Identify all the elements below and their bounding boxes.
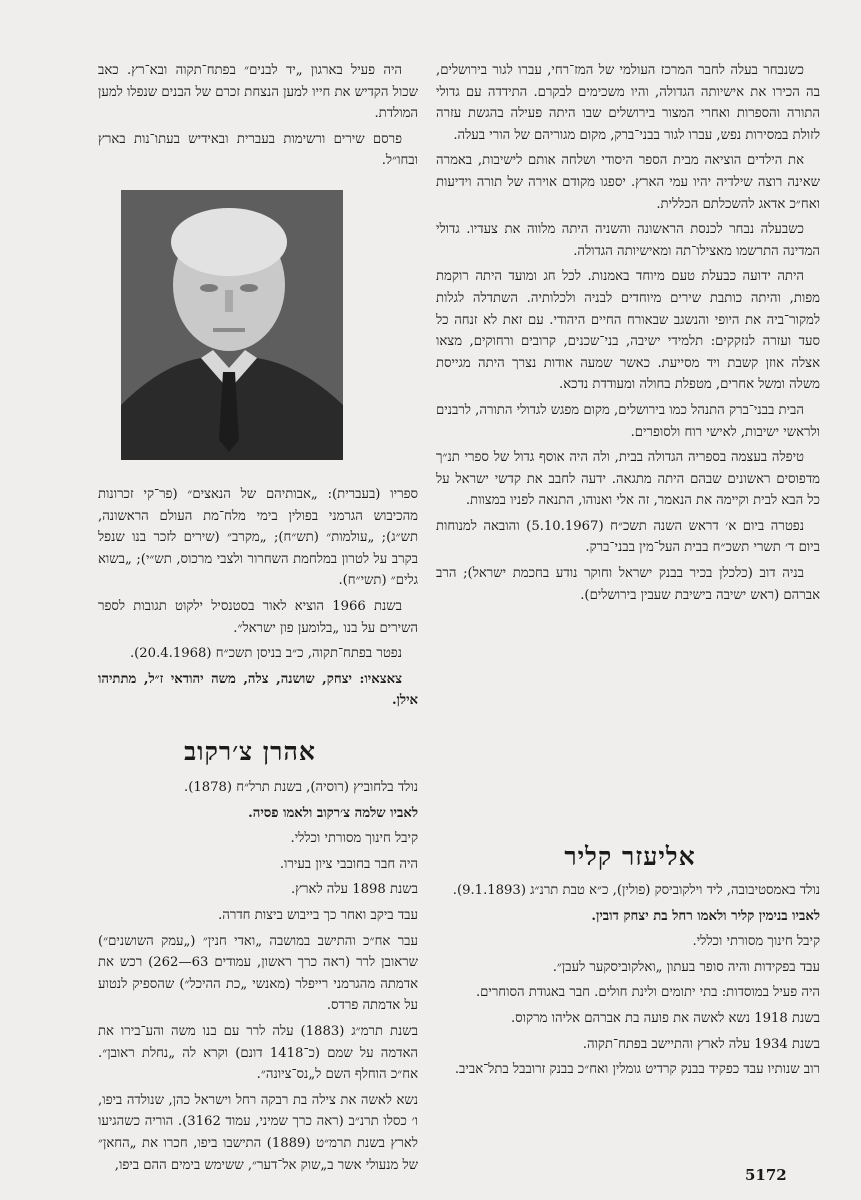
bio-line: היה פעיל במוסדות: בתי יתומים ולינת חולים. חבר באגודת הסוחרים.	[475, 985, 820, 1001]
bio-line: בשנת 1918 נשא לאשה את פועה בת אברהם אליהו מרקוס.	[510, 1010, 820, 1026]
bio-line: בשנת 1934 עלה לארץ והתיישב בפתח־תקוה.	[582, 1036, 820, 1052]
right-column-bio	[436, 880, 820, 1085]
right-column	[436, 60, 820, 610]
bio-line: לאביו בנימין קליר ולאמו רחל בת יצחק דובין.	[591, 908, 820, 924]
bio-line: קיבל חינוך מסורתי וכללי.	[290, 831, 418, 847]
bio-line: נולד בלחוביץ (רוסיה), בשנת תרל״ח (1878).	[184, 780, 418, 795]
paragraph: את הילדים הוציאה מבית הספר היסודי ושלחה אותם לישיבות, באמרה שאינה רוצה שילדיה יהיו עמי הארץ. יספגו מקודם אוירה של תורה וידיעות ואח״כ אדאג להשכלתם הכללית.	[436, 153, 820, 212]
bio-line: עבר אח״כ והתישב במושבה „ואדי חנין״ („עמק השושנים״) שראובן לרר (ראה כרך ראשון, עמודים 63—262) רכש את אדמתה מהגרמני רייפלר (מאנשי „כת ההיכל״) שהספיק לנטוע על אדמתה פרדס.	[98, 933, 418, 1014]
left-column-bio	[98, 777, 418, 1180]
bio-line: בשנת 1898 עלה לארץ.	[290, 882, 418, 898]
section-heading-eliezer-klir: אליעזר קליר	[564, 842, 696, 871]
bio-line: עבד ביקב ואחר כך בייבוש ביצות חדרה.	[218, 907, 418, 923]
paragraph: צאצאיו: יצחק, שושנה, צלה, משה יהודאי ז״ל, מתתיהו אילן.	[98, 671, 418, 709]
portrait-photo	[121, 190, 343, 460]
paragraph: נפטרה ביום א׳ דראש השנה תשכ״ח (5.10.1967) והובאה למנוחות ביום ד׳ תשרי תשכ״ח בבית העל־מין בבני־ברק.	[436, 518, 820, 556]
page-number: 5172	[745, 1166, 787, 1184]
paragraph: נפטר בפתח־תקוה, כ״ב בניסן תשכ״ח (20.4.1968).	[129, 646, 402, 662]
bio-line: לאביו שלמה צ׳רקוב ולאמו פסיה.	[248, 805, 418, 821]
bio-line: היה חבר בחובבי ציון בעירו.	[279, 856, 418, 872]
left-column-top	[98, 60, 418, 176]
left-column-mid	[98, 484, 418, 716]
paragraph: היתה ידועה כבעלת טעם מיוחד באמנות. לכל חג ומועד היתה רוקמת מפות, והיתה כותבת שירים מיוחדים לבניה ולכלותיה. השתדלה לגלות למקור־ביה את היופי והנשגב שבאורח החיים היהודי. עם זאת לא זנחה כל סעד ועזרה לנזקקים: תלמידי ישיבה, בני־שכנים, קרובים ורחוקים, מצאו אצלה אוזן קשבת ויד מסייעת. כאשר שמעה אודות נצרך היתה מגייסת משלה ומשל אחרים, מטפלת בחולה ומעודדת נדכא.	[436, 269, 820, 393]
paragraph: פרסם שירים ורשימות בעברית ובאידיש בעתו־נות בארץ ובחו״ל.	[98, 131, 418, 169]
bio-line: קיבל חינוך מסורתי וכללי.	[692, 934, 820, 950]
bio-line: רוב שנותיו עבד כפקיד בבנק קרדיט גומלין ואח״כ בבנק זרובבל בתל־אביב.	[454, 1062, 820, 1078]
bio-line: בשנת תרמ״ג (1883) עלה לרר עם בנו משה והע־בירו את האדמה על שמם (כ־1418 דונם) וקרא לה „נחלת ראובן״. אח״כ הוחלף השם ל„נס־ציונה״.	[98, 1023, 418, 1083]
bio-line: נשא לאשה את צילה בת רבקה רחל וישראל כהן, שנולדה ביפו, ו׳ כסלו תרנ״ב (ראה כרך שמיני, עמוד 3162). הוריה כשהגיעו לארץ בשנת תרמ״ט (1889) התישבו ביפו, חכרו את „החאן״ של מנעולי אשר ב„שוק אל־דער״, ששימש בימים ההם ביפו,	[98, 1092, 419, 1173]
paragraph: בשנת 1966 הוציא לאור בסטנסיל ילקוט תגובות לספר השירים על בנו „בלומען פון ישראל״.	[98, 598, 418, 636]
paragraph: הבית בבני־ברק התנהל כמו בירושלים, מקום מפגש לגדולי התורה, לרבנים ולראשי ישיבות, לאישי רוח ולסופרים.	[436, 402, 820, 440]
portrait-image	[121, 190, 343, 460]
paragraph: כשבעלה נבחר לכנסת הראשונה והשניה היתה מלווה את צעדיו. גדולי המדינה התרשמו מאצילו־תה ומאישיותה הגדולה.	[436, 222, 820, 259]
paragraph: כשנבחר בעלה לחבר המרכז העולמי של המז־רחי, עברו לגור בירושלים, בה הכירו את אישיותה הגדולה, והיו משכימים לבקרם. התידדה עם גדולי התורה והספרות ואחרי המצור בירושלים שבו היתה פעילה בהגשת עזרה לזולת במסירות נפש, עברו לגור בבני־ברק, מקום מגוריהם של הורי בעלה.	[436, 63, 820, 143]
paragraph: ספריו (בעברית): „אבותיהם של הנאצים״ (פר־קי זכרונות מהכיבוש הגרמני בפולין בימי מלח־מת העולם הראשונה, תש״ג); „עולמות״ (תש״ח); „מקרב״ (שירים לזכר בנו שנפל בקרב על לטרון במלחמת השחרור ולצבי מרכוס, תש״י); „בשוא גלים״ (תשי״ח).	[98, 487, 418, 589]
section-heading-aharon-cherkov: אהרן צ׳רקוב	[184, 737, 316, 766]
paragraph: טיפלה בעצמה בספריה הגדולה בבית, ולה היה אוסף גדול של ספרי תנ״ך מדפוסים ראשונים שבהם היתה מתגאה. ידעה לחבב את קדשי ישראל על כל הבא לבית וקיימה את הנאמר, זה אלי ואנוהו, התנאה לפניו במצוות.	[436, 450, 820, 509]
paragraph: בניה דוב (כלכלן בכיר בבנק ישראל וחוקר נודע בחכמת ישראל); הרב אברהם (ראש ישיבה בישיבת שעבין בירושלים).	[436, 566, 820, 603]
bio-line: עבד בפקידות והיה סופר בעתון „ואלקוביסקער לעבן״.	[552, 959, 820, 975]
paragraph: היה פעיל בארגון „יד לבנים״ בפתח־תקוה ובא־רץ. כאב שכול הקדיש את חייו למען הנצחת זכרם של הבנים שנפלו למען המולדת.	[98, 63, 418, 122]
bio-line: נולד באמסטיבובה, ליד וילקוביסק (פולין), כ״א טבת תרנ״ג (9.1.1893).	[452, 883, 820, 898]
